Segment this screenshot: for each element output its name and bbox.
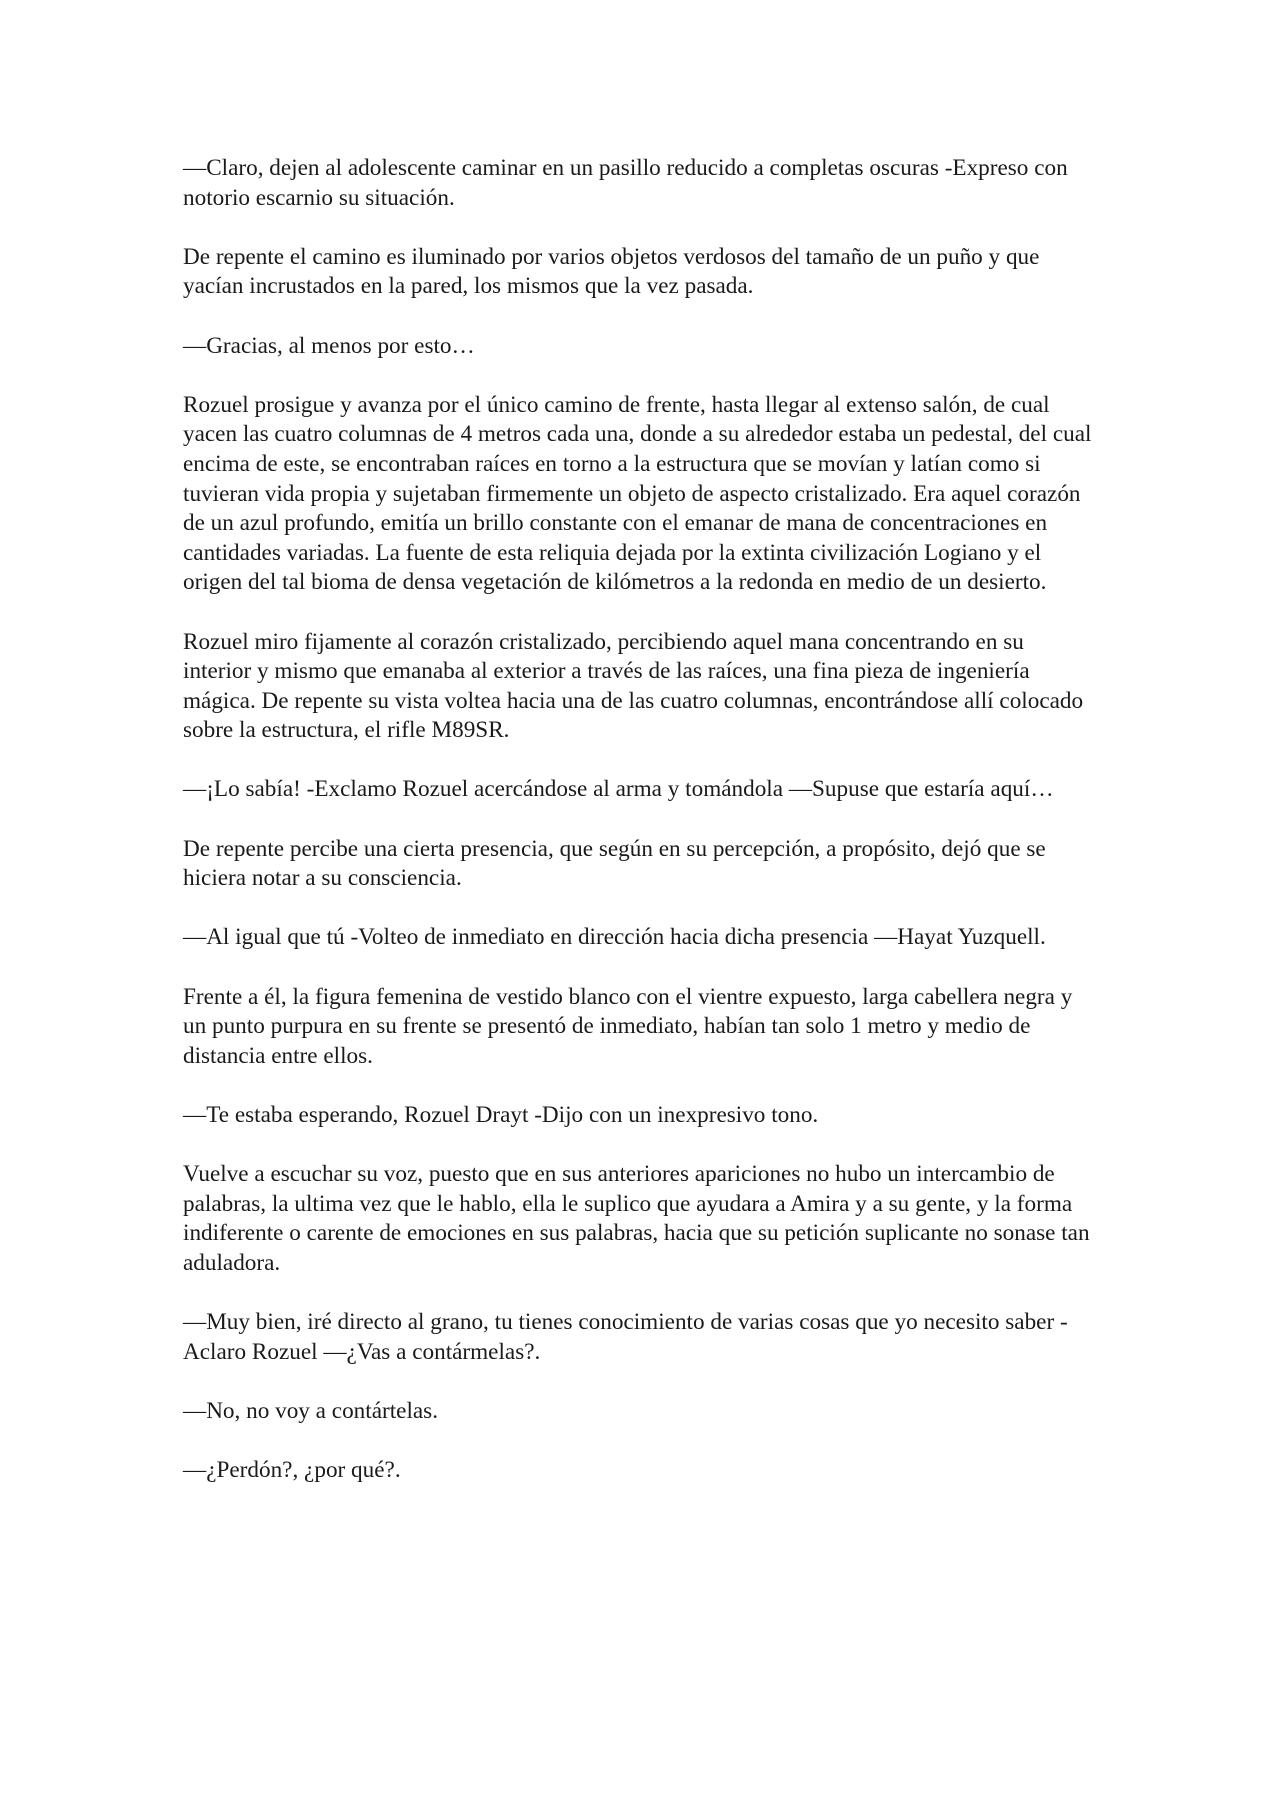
paragraph: Vuelve a escuchar su voz, puesto que en sus anteriores apariciones no hubo un intercambio de palabras, la ultima vez que le hablo, ella le suplico que ayudara a Amira y a su gente, y la forma indiferente o carente de emociones en sus palabras, hacia que su petición suplicante no sonase tan aduladora. — [183, 1161, 1090, 1276]
paragraph: De repente el camino es iluminado por varios objetos verdosos del tamaño de un puño y que yacían incrustados en la pared, los mismos que la vez pasada. — [183, 243, 1040, 300]
paragraph: —¿Perdón?, ¿por qué?. — [183, 1457, 401, 1484]
paragraph: —Te estaba esperando, Rozuel Drayt -Dijo con un inexpresivo tono. — [183, 1102, 819, 1128]
paragraph: Rozuel prosigue y avanza por el único camino de frente, hasta llegar al extenso salón, de cual yacen las cuatro columnas de 4 metros cada una, donde a su alrededor estaba un pedestal, del cual encima de este, se encontraban raíces en torno a la estructura que se movían y latían como si tuvieran vida propia y sujetaban firmemente un objeto de aspecto cristalizado. Era aquel corazón de un azul profundo, emitía un brillo constante con el emanar de mana de concentraciones en cantidades variadas. La fuente de esta reliquia dejada por la extinta civilización Logiano y el origen del tal bioma de densa vegetación de kilómetros a la redonda en medio de un desierto. — [183, 391, 1092, 596]
paragraph: De repente percibe una cierta presencia, que según en su percepción, a propósito, dejó que se hiciera notar a su consciencia. — [183, 835, 1046, 892]
paragraph: —Claro, dejen al adolescente caminar en un pasillo reducido a completas oscuras -Expreso con notorio escarnio su situación. — [183, 155, 1068, 211]
paragraph: —Gracias, al menos por esto… — [183, 332, 475, 359]
paragraph: Rozuel miro fijamente al corazón cristalizado, percibiendo aquel mana concentrando en su interior y mismo que emanaba al exterior a través de las raíces, una fina pieza de ingeniería mágica. De repente su vista voltea hacia una de las cuatro columnas, encontrándose allí colocado sobre la estructura, el rifle M89SR. — [183, 628, 1084, 744]
paragraph: —¡Lo sabía! -Exclamo Rozuel acercándose al arma y tomándola —Supuse que estaría aquí… — [183, 776, 1054, 803]
paragraph: Frente a él, la figura femenina de vestido blanco con el vientre expuesto, larga cabellera negra y un punto purpura en su frente se presentó de inmediato, habían tan solo 1 metro y medio de distancia entre ellos. — [183, 983, 1073, 1069]
document-body — [183, 154, 1095, 1486]
paragraph: —Al igual que tú -Volteo de inmediato en dirección hacia dicha presencia —Hayat Yuzquell. — [183, 924, 1046, 951]
paragraph: —No, no voy a contártelas. — [183, 1397, 438, 1424]
paragraph: —Muy bien, iré directo al grano, tu tienes conocimiento de varias cosas que yo necesito saber -Aclaro Rozuel —¿Vas a contármelas?. — [183, 1309, 1068, 1365]
